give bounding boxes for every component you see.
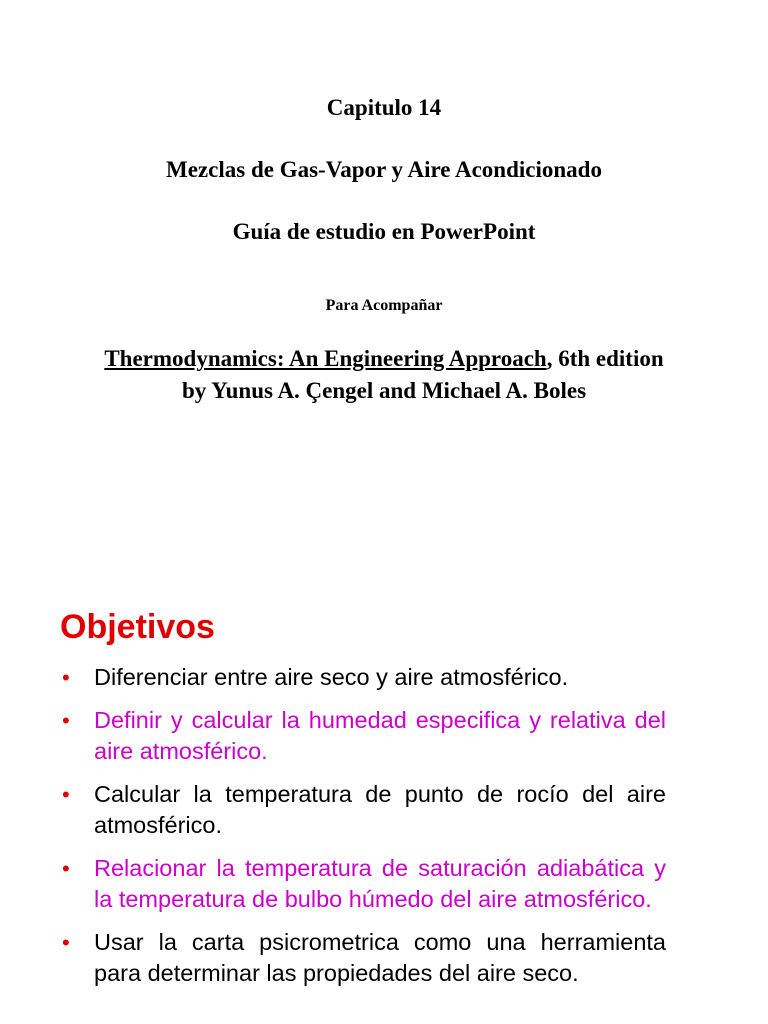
objective-text: Definir y calcular la humedad especifica y relativa del aire atmosférico. — [94, 707, 666, 764]
study-guide-label: Guía de estudio en PowerPoint — [232, 219, 536, 244]
book-title: Thermodynamics: An Engineering Approach — [104, 346, 547, 371]
objectives-list — [62, 662, 666, 1001]
chapter-subject: Mezclas de Gas-Vapor y Aire Acondicionado — [166, 157, 602, 182]
objective-item — [62, 662, 666, 693]
book-reference — [0, 346, 768, 372]
book-authors: by Yunus A. Çengel and Michael A. Boles — [181, 378, 587, 403]
objective-text: Usar la carta psicrometrica como una herramienta para determinar las propiedades del aire seco. — [94, 929, 666, 986]
accompany-label: Para Acompañar — [325, 297, 443, 314]
bullet-marker: • — [62, 782, 70, 807]
slide-divider — [0, 568, 768, 569]
objective-item — [62, 779, 666, 841]
objective-item — [62, 927, 666, 989]
objective-item — [62, 705, 666, 767]
objective-text: Calcular la temperatura de punto de rocío del aire atmosférico. — [94, 781, 666, 838]
chapter-heading: Capitulo 14 — [326, 95, 442, 120]
objective-text: Diferenciar entre aire seco y aire atmosférico. — [94, 664, 569, 690]
bullet-marker: • — [62, 856, 70, 881]
bullet-marker: • — [62, 665, 70, 690]
bullet-marker: • — [62, 708, 70, 733]
objectives-slide — [0, 600, 768, 1024]
book-edition: , 6th edition — [546, 346, 664, 371]
objectives-title: Objetivos — [60, 608, 215, 646]
objective-item — [62, 853, 666, 915]
bullet-marker: • — [62, 930, 70, 955]
objective-text: Relacionar la temperatura de saturación adiabática y la temperatura de bulbo húmedo del aire atmosférico. — [94, 855, 666, 912]
